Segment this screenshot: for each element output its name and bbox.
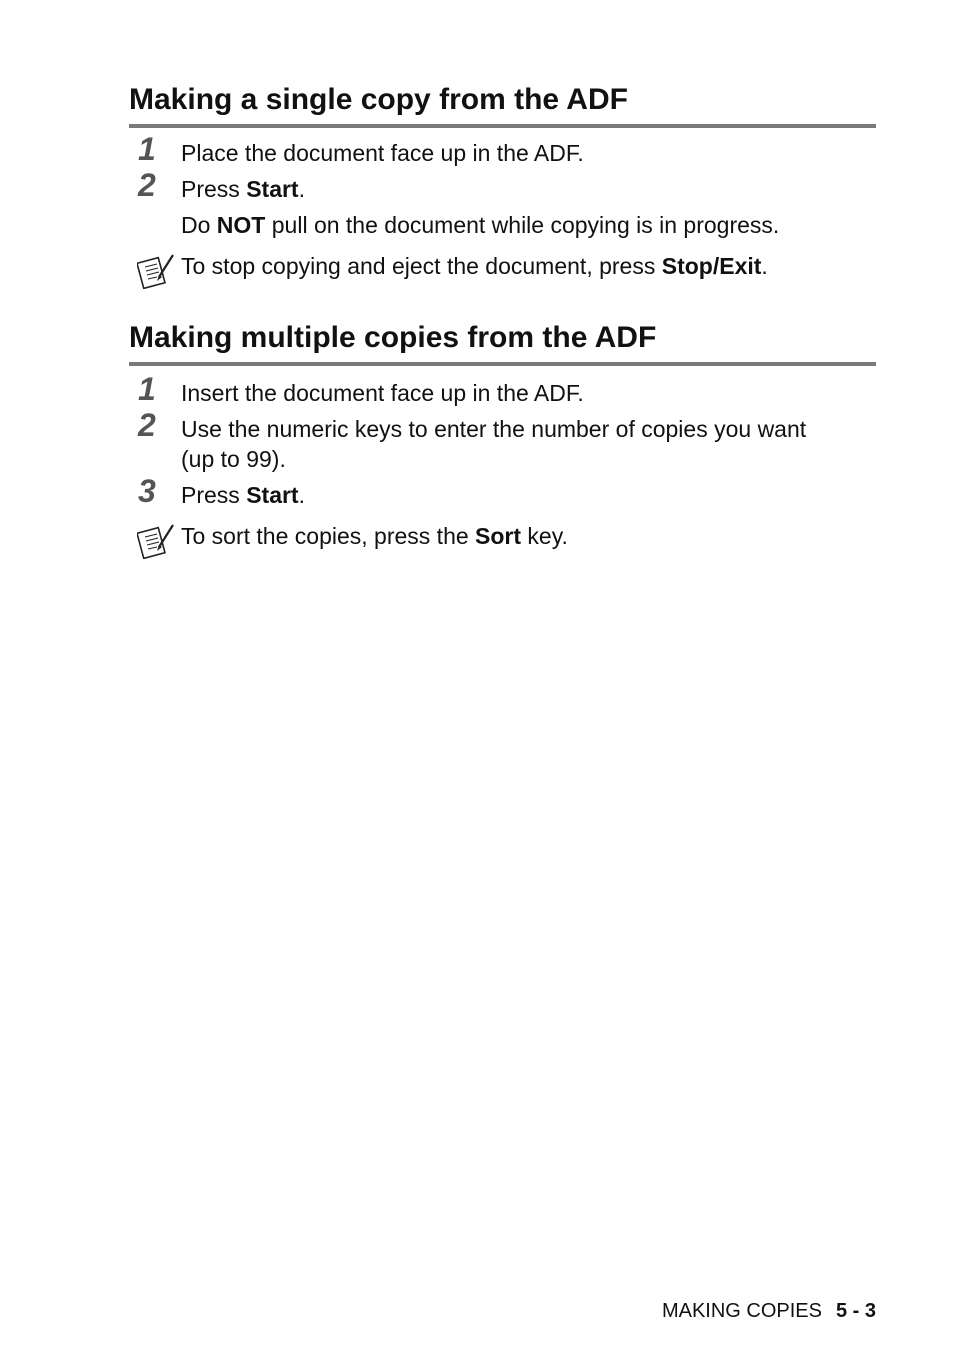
page-footer — [662, 1300, 876, 1323]
step-text-line-1: Use the numeric keys to enter the number of copies you want — [181, 416, 807, 442]
step-2 — [129, 407, 876, 474]
step-number: 2 — [138, 407, 156, 443]
step-text: Press Start. — [181, 176, 305, 202]
step-number: 1 — [138, 131, 156, 167]
step-text-line-2: (up to 99). — [181, 446, 286, 472]
section-heading: Making a single copy from the ADF — [129, 82, 876, 128]
step-text: Insert the document face up in the ADF. — [181, 380, 584, 406]
section-multiple-copies — [129, 320, 876, 551]
warning-text: Do NOT pull on the document while copying is in progress. — [181, 212, 780, 238]
note-pencil-icon — [137, 523, 175, 559]
note-pencil-icon — [137, 253, 175, 289]
note: To sort the copies, press the Sort key. — [129, 521, 876, 551]
section-single-copy — [129, 82, 876, 281]
step-number: 3 — [138, 473, 156, 509]
section-heading: Making multiple copies from the ADF — [129, 320, 876, 366]
step-2 — [129, 167, 876, 204]
step-text: Place the document face up in the ADF. — [181, 140, 584, 166]
key-label: Start — [246, 482, 299, 508]
note: To stop copying and eject the document, press Stop/Exit. — [129, 251, 876, 281]
chapter-name: MAKING COPIES — [661, 1300, 822, 1322]
key-label: Stop/Exit — [661, 253, 762, 279]
step-1 — [129, 371, 876, 408]
step-text: Press Start. — [181, 482, 305, 508]
step-1 — [129, 131, 876, 168]
step-number: 1 — [138, 371, 156, 407]
key-label: Start — [246, 176, 299, 202]
step-3 — [129, 473, 876, 510]
step-number: 2 — [138, 167, 156, 203]
key-label: Sort — [475, 523, 522, 549]
page-number: 5 - 3 — [835, 1300, 876, 1322]
